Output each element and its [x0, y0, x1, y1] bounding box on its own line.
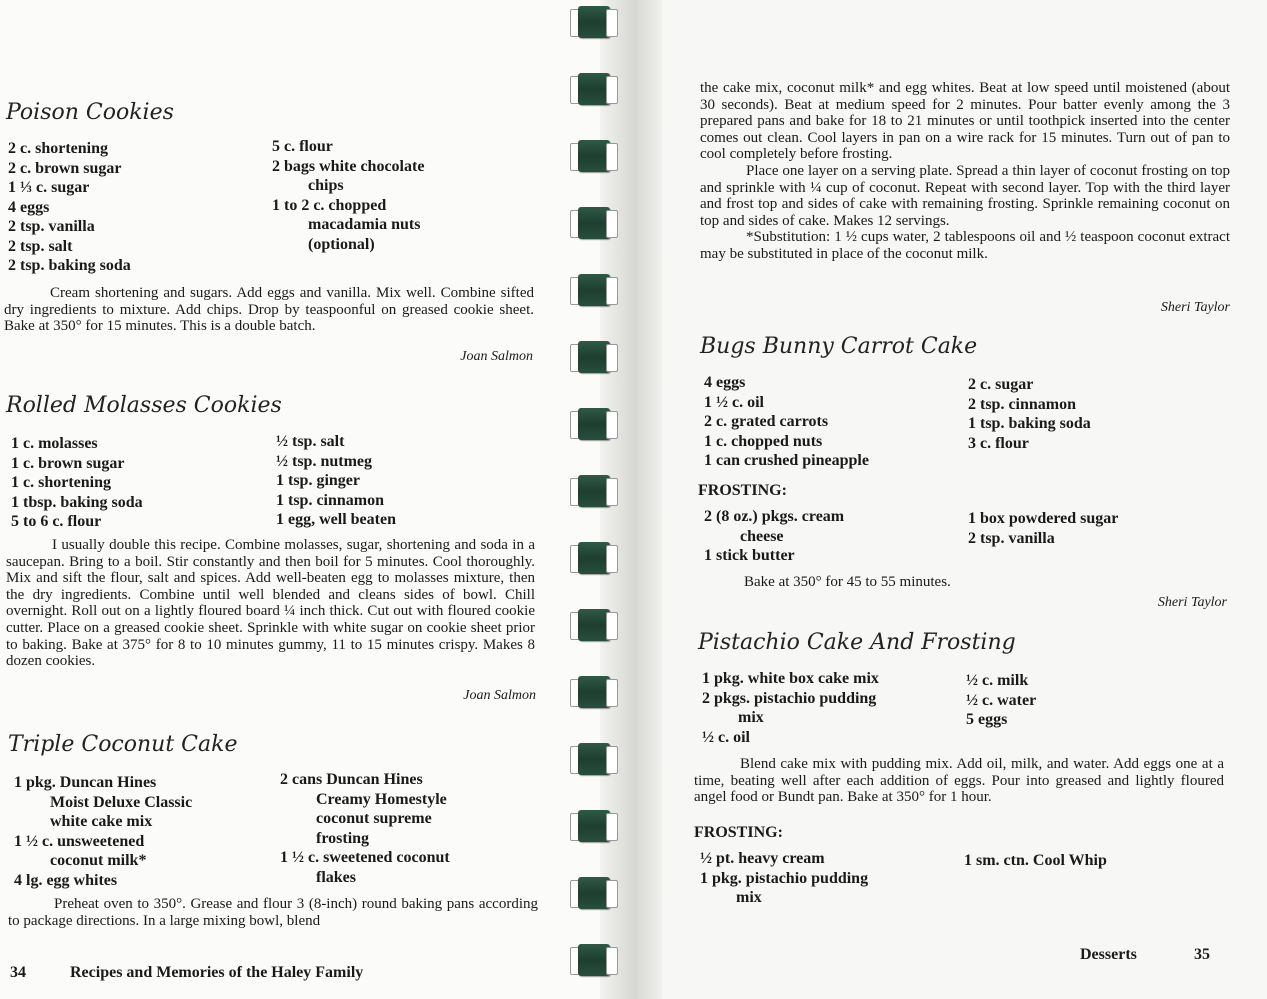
running-title: Desserts	[1080, 946, 1137, 963]
ingredient: 2 cans Duncan Hines	[280, 771, 423, 788]
ingredient: 2 c. brown sugar	[8, 159, 122, 177]
ingredients-col1	[14, 773, 192, 890]
page-number: 35	[1194, 946, 1210, 963]
ingredient: 1 ½ c. oil	[704, 393, 764, 411]
recipe-paragraph: Preheat oven to 350°. Grease and flour 3 (8-inch) round baking pans according to package directions. In a large mixing bowl, blend	[8, 896, 538, 929]
recipe-paragraph: Blend cake mix with pudding mix. Add oil, milk, and water. Add eggs one at a time, beating well after each addition of eggs. Pour into greased and lightly floured angel food or Bundt pan. Bake at 350° for 1 hour.	[694, 756, 1224, 806]
recipe-body	[694, 756, 1224, 806]
recipe-body	[8, 896, 538, 929]
frosting-col2	[968, 509, 1118, 548]
ingredient: 4 eggs	[704, 374, 746, 391]
frosting-col2	[964, 851, 1107, 871]
attribution: Joan Salmon	[460, 349, 533, 364]
ingredient: 1 c. brown sugar	[11, 454, 125, 472]
ingredients-col2	[272, 137, 424, 254]
ingredient: 1 c. chopped nuts	[704, 432, 823, 450]
ingredient: 2 tsp. vanilla	[8, 218, 95, 235]
ingredients-col2	[968, 375, 1091, 453]
ingredient: coconut milk*	[50, 852, 147, 869]
ingredient: 1 can crushed pineapple	[704, 452, 869, 469]
right-page	[662, 0, 1267, 999]
binding-coil	[570, 73, 616, 107]
ingredient: 1 egg, well beaten	[276, 511, 396, 528]
frosting-heading: FROSTING:	[698, 482, 787, 499]
recipe-title: Poison Cookies	[6, 100, 174, 125]
ingredients-col1	[11, 434, 143, 532]
binding-coil	[570, 207, 616, 241]
frosting-heading: FROSTING:	[694, 824, 783, 841]
recipe-paragraph: the cake mix, coconut milk* and egg whites. Beat at low speed until moistened (about 30 seconds). Beat at medium speed for 2 minutes. Pour batter evenly among the 3 prepared pans and bake for 18 to 21 minutes or until toothpick inserted into the center comes out clean. Cool layers in pan on a wire rack for 15 minutes. Turn out of pan to cool completely before frosting.	[700, 80, 1230, 163]
binding-coil	[570, 475, 616, 509]
recipe-body	[4, 285, 534, 335]
ingredient: 1 box powdered sugar	[968, 510, 1119, 527]
frosting-col1	[704, 507, 844, 566]
ingredients-col2	[966, 671, 1036, 730]
ingredient: mix	[738, 709, 764, 726]
ingredient: (optional)	[308, 235, 375, 253]
binding-coil	[570, 140, 616, 174]
ingredient: 1 stick butter	[704, 547, 795, 564]
ingredient: 1 pkg. pistachio pudding	[700, 869, 869, 887]
binding-coil	[570, 676, 616, 710]
ingredients-col1	[702, 669, 879, 747]
ingredient: 2 tsp. cinnamon	[968, 395, 1077, 413]
recipe-paragraph: Bake at 350° for 45 to 55 minutes.	[744, 574, 951, 590]
ingredient: 2 tsp. baking soda	[8, 257, 131, 274]
binding-coil	[570, 810, 616, 844]
recipe-body	[744, 574, 1224, 591]
ingredient: 1 c. molasses	[11, 435, 98, 452]
binding-coil	[570, 542, 616, 576]
ingredient: flakes	[316, 868, 356, 886]
ingredient: 1 tsp. ginger	[276, 472, 360, 489]
binding-coil	[570, 609, 616, 643]
ingredient: 1 tsp. baking soda	[968, 415, 1091, 432]
ingredient: 4 eggs	[8, 198, 50, 216]
binding-coil	[570, 341, 616, 375]
ingredient: 2 c. sugar	[968, 376, 1034, 393]
recipe-body	[700, 80, 1230, 263]
ingredient: cheese	[740, 527, 784, 545]
binding-coil	[570, 6, 616, 40]
attribution: Joan Salmon	[463, 688, 536, 703]
ingredient: 5 to 6 c. flour	[11, 513, 102, 530]
ingredient: frosting	[316, 829, 370, 847]
ingredient: ½ c. milk	[966, 672, 1029, 689]
attribution: Sheri Taylor	[1160, 300, 1230, 315]
ingredient: 1 tbsp. baking soda	[11, 493, 143, 511]
ingredients-col2	[276, 432, 396, 530]
ingredient: 1 sm. ctn. Cool Whip	[964, 852, 1107, 869]
recipe-paragraph: *Substitution: 1 ½ cups water, 2 tablespoons oil and ½ teaspoon coconut extract may be substituted in place of the coconut milk.	[700, 229, 1230, 262]
ingredient: mix	[736, 889, 762, 906]
ingredient: 1 ½ c. unsweetened	[14, 832, 145, 850]
ingredient: ½ pt. heavy cream	[700, 850, 825, 867]
recipe-title: Rolled Molasses Cookies	[6, 393, 282, 418]
recipe-title: Pistachio Cake And Frosting	[698, 630, 1016, 655]
ingredient: 2 tsp. vanilla	[968, 529, 1055, 547]
binding-coil	[570, 743, 616, 777]
ingredient: 2 pkgs. pistachio pudding	[702, 689, 877, 707]
ingredient: 1 pkg. Duncan Hines	[14, 774, 157, 791]
ingredient: ½ c. water	[966, 691, 1037, 709]
ingredient: macadamia nuts	[308, 216, 421, 233]
recipe-paragraph: Place one layer on a serving plate. Spread a thin layer of coconut frosting on top and sprinkle with ¼ cup of coconut. Repeat with second layer. Top with the third layer and frost top and sides of cake with remaining frosting. Sprinkle remaining coconut on top and sides of cake. Makes 12 servings.	[700, 162, 1230, 229]
binding-coil	[570, 877, 616, 911]
ingredients-col2	[280, 770, 450, 887]
ingredient: ½ c. oil	[702, 728, 750, 746]
recipe-body	[6, 537, 535, 670]
ingredient: 1 to 2 c. chopped	[272, 196, 387, 214]
recipe-paragraph: Cream shortening and sugars. Add eggs and vanilla. Mix well. Combine sifted dry ingredients to mixture. Add chips. Drop by teaspoonful on greased cookie sheet. Bake at 350° for 15 minutes. This is a double batch.	[4, 285, 534, 335]
ingredient: 2 c. shortening	[8, 140, 108, 157]
ingredient: 5 eggs	[966, 711, 1008, 728]
ingredients-col1	[704, 373, 869, 471]
recipe-title: Triple Coconut Cake	[8, 732, 238, 757]
ingredient: 2 tsp. salt	[8, 237, 73, 255]
ingredient: Creamy Homestyle	[316, 790, 447, 808]
ingredient: ½ tsp. salt	[276, 433, 345, 450]
attribution: Sheri Taylor	[1157, 595, 1227, 610]
ingredient: 2 bags white chocolate	[272, 157, 425, 175]
ingredient: coconut supreme	[316, 810, 432, 827]
ingredient: 1 ½ c. sweetened coconut	[280, 849, 450, 866]
ingredient: Moist Deluxe Classic	[50, 793, 193, 811]
ingredient: 4 lg. egg whites	[14, 871, 118, 889]
ingredient: 1 pkg. white box cake mix	[702, 670, 879, 687]
ingredient: 1 tsp. cinnamon	[276, 491, 385, 509]
ingredient: 1 ⅓ c. sugar	[8, 179, 90, 196]
binding-coil	[570, 274, 616, 308]
ingredient: 2 c. grated carrots	[704, 413, 829, 430]
binding-coil	[570, 944, 616, 978]
ingredient: chips	[308, 177, 344, 194]
frosting-col1	[700, 849, 868, 908]
ingredient: ½ tsp. nutmeg	[276, 452, 373, 470]
ingredients-col1	[8, 139, 131, 276]
recipe-paragraph: I usually double this recipe. Combine molasses, sugar, shortening and soda in a saucepan. Bring to a boil. Stir constantly and then boil for 5 minutes. Cool thoroughly. Mix and sift the flour, salt and spices. Add well-beaten egg to molasses mixture, then the dry ingredients. Combine until well blended and cleans sides of bowl. Chill overnight. Roll out on a lightly floured board ¼ inch thick. Cut out with floured cookie cutter. Place on a greased cookie sheet. Sprinkle with white sugar on cookie sheet prior to baking. Bake at 375° for 8 to 10 minutes gummy, 11 to 15 minutes crispy. Makes 8 dozen cookies.	[6, 537, 535, 670]
ingredient: white cake mix	[50, 813, 153, 830]
left-page	[0, 0, 600, 999]
running-title: Recipes and Memories of the Haley Family	[70, 964, 364, 981]
recipe-title: Bugs Bunny Carrot Cake	[700, 334, 978, 359]
ingredient: 1 c. shortening	[11, 474, 111, 491]
binding-coil	[570, 408, 616, 442]
page-number: 34	[10, 964, 26, 981]
ingredient: 3 c. flour	[968, 434, 1029, 452]
ingredient: 5 c. flour	[272, 138, 333, 155]
ingredient: 2 (8 oz.) pkgs. cream	[704, 508, 845, 525]
